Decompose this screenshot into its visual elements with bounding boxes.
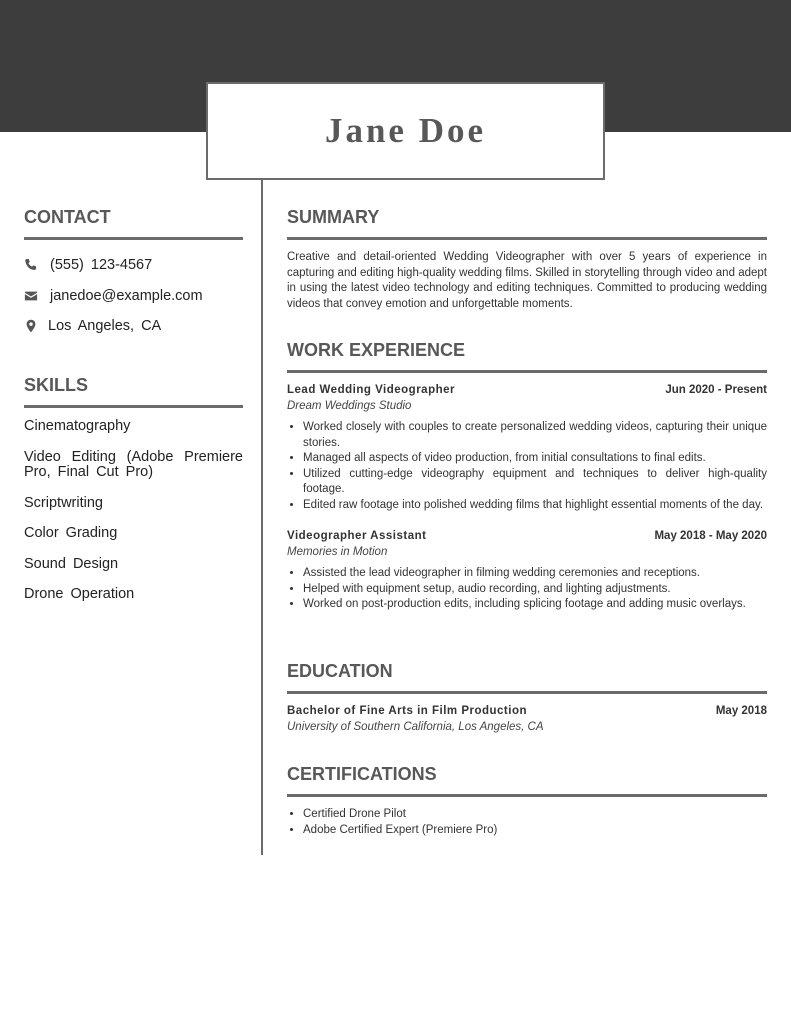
phone-icon	[24, 258, 38, 272]
skill-item: Cinematography	[24, 418, 131, 434]
envelope-icon	[24, 289, 38, 303]
job-bullet: • Worked closely with couples to create personalized wedding videos, capturing their unique stories.	[303, 420, 767, 451]
divider	[287, 237, 767, 240]
divider	[287, 794, 767, 797]
work-title: WORK EXPERIENCE	[287, 340, 466, 360]
divider	[24, 405, 243, 408]
job-bullet: • Assisted the lead videographer in filming wedding ceremonies and receptions.	[303, 566, 767, 582]
contact-section	[24, 205, 243, 342]
job-bullet: • Managed all aspects of video production, from initial consultations to final edits.	[303, 451, 767, 467]
company-name: Memories in Motion	[287, 545, 388, 558]
summary-text: Creative and detail-oriented Wedding Videographer with over 5 years of experience in capturing and editing high-quality wedding films. Skilled in storytelling through video and adept in using the latest video technology and editing techniques. Committed to producing wedding videos that convey emotion and unforgettable moments.	[287, 251, 767, 310]
summary-title: SUMMARY	[287, 207, 380, 227]
job-entry	[287, 529, 767, 613]
divider	[287, 691, 767, 694]
job-bullet: • Helped with equipment setup, audio recording, and lighting adjustments.	[303, 582, 767, 598]
job-title: Lead Wedding Videographer	[287, 384, 455, 396]
certification-item: • Adobe Certified Expert (Premiere Pro)	[303, 823, 767, 839]
column-divider	[261, 180, 263, 855]
job-bullet: • Worked on post-production edits, including splicing footage and adding music overlays.	[303, 597, 767, 613]
right-column	[287, 205, 767, 836]
skill-item: Drone Operation	[24, 586, 135, 602]
phone-number: (555) 123-4567	[50, 257, 153, 274]
certification-item: • Certified Drone Pilot	[303, 807, 767, 823]
work-experience-section	[287, 338, 767, 613]
contact-title: CONTACT	[24, 207, 111, 227]
skill-item: Color Grading	[24, 525, 118, 541]
job-dates: May 2018 - May 2020	[654, 530, 767, 542]
location-text: Los Angeles, CA	[48, 318, 162, 335]
school-name: University of Southern California, Los Angeles, CA	[287, 720, 544, 733]
job-bullet: • Edited raw footage into polished wedding films that highlight essential moments of the day.	[303, 498, 767, 514]
job-dates: Jun 2020 - Present	[665, 384, 767, 396]
skills-section	[24, 373, 243, 618]
left-column	[24, 205, 243, 602]
job-bullet: • Utilized cutting-edge videography equipment and techniques to deliver high-quality footage.	[303, 467, 767, 498]
company-name: Dream Weddings Studio	[287, 399, 412, 412]
skills-title: SKILLS	[24, 375, 89, 395]
contact-phone	[24, 250, 243, 281]
divider	[24, 237, 243, 240]
contact-location	[24, 311, 243, 342]
skill-item: Sound Design	[24, 555, 119, 572]
skill-item: Video Editing (Adobe Premiere Pro, Final Cut Pro)	[24, 448, 243, 480]
job-title: Videographer Assistant	[287, 530, 427, 542]
skill-item: Scriptwriting	[24, 494, 103, 511]
summary-section	[287, 205, 767, 312]
divider	[287, 370, 767, 373]
job-entry	[287, 383, 767, 513]
name-box	[206, 82, 605, 180]
certifications-section	[287, 762, 767, 838]
certifications-title: CERTIFICATIONS	[287, 764, 437, 784]
candidate-name: Jane Doe	[324, 111, 487, 150]
email-address: janedoe@example.com	[50, 287, 203, 304]
map-pin-icon	[24, 319, 38, 333]
education-section	[287, 659, 767, 735]
education-title: EDUCATION	[287, 661, 393, 681]
degree: Bachelor of Fine Arts in Film Production	[287, 705, 528, 717]
contact-email	[24, 281, 243, 312]
graduation-date: May 2018	[715, 705, 767, 717]
